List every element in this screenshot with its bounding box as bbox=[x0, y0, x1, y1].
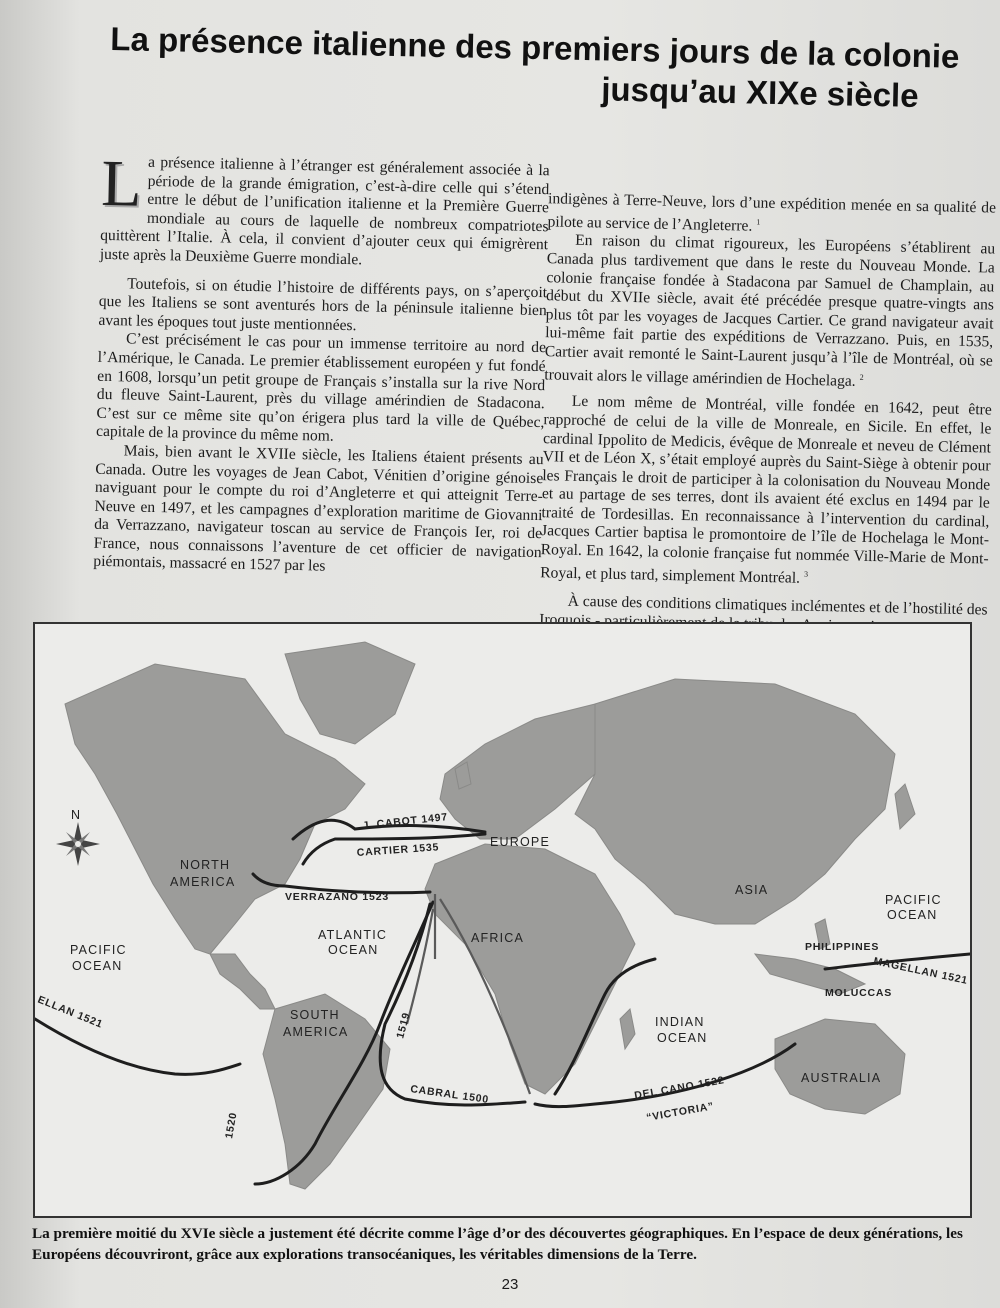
route-label-del-cano: DEL CANO 1522 bbox=[633, 1074, 726, 1102]
right-column bbox=[539, 190, 996, 639]
page-title bbox=[58, 18, 959, 117]
japan-shape bbox=[895, 784, 915, 829]
footnote-ref-3: 3 bbox=[803, 569, 809, 579]
label-philippines: PHILIPPINES bbox=[805, 941, 880, 953]
paragraph-7-text: Le nom même de Montréal, ville fondée en 1642, peut être rapproché de celui de la ville de Monreale, en Sicile. En effet, le cardinal Ippolito de Medicis, évêque de Monreale et neveu de Clément VII et de Léon X, s’était employé auprès du Saint-Siège à obtenir pour les Français le droit de participer à la colonisation du Nouveau Monde et au partage de ses terres, dont ils avaient été exclus en 1494 par le traité de Tordesillas. En reconnaissance à l’intervention du cardinal, Jacques Cartier baptisa le promontoire de l’île de Hochelaga le Mont-Royal. En 1642, la colonie française fut nommée Ville-Marie de Mont-Royal, et plus tard, simplement Montréal. bbox=[540, 393, 992, 587]
label-north-america-1: NORTH bbox=[180, 858, 231, 872]
compass-north-label: N bbox=[71, 808, 82, 822]
title-line-2: jusqu’au XIXe siècle bbox=[600, 70, 919, 114]
label-pacific-left-2: OCEAN bbox=[72, 959, 123, 973]
paragraph-8: À cause des conditions climatiques inclémentes et de l’hostilité des Iroquois - bbox=[539, 593, 988, 630]
route-label-magellan-left: ELLAN 1521 bbox=[35, 993, 105, 1031]
article-body bbox=[52, 146, 997, 654]
route-label-magellan-right: MAGELLAN 1521 bbox=[872, 955, 969, 987]
world-map-svg bbox=[35, 624, 970, 1216]
label-pacific-right-1: PACIFIC bbox=[885, 893, 942, 907]
paragraph-7 bbox=[540, 392, 992, 591]
greenland-shape bbox=[285, 642, 415, 744]
paragraph-4: Mais, bien avant le XVIIe siècle, les Italiens étaient présents au Canada. Outre les voyages de Jean Cabot, Vénitien d’origine génoise naviguant pour le compte du roi d’Angleterre et qui atteignit Terre-Neuve en 1497, et les campagnes d’exploration maritime de Giovanni da Verrazzano, navigateur toscan au service de François Ier, roi de France, nous connaissons l’aventure de cet officier de navigation piémontais, massacré en 1527 par les bbox=[93, 442, 544, 576]
label-pacific-left-1: PACIFIC bbox=[70, 943, 127, 957]
footnote-ref-1: 1 bbox=[756, 217, 761, 227]
route-label-1520: 1520 bbox=[223, 1111, 240, 1140]
central-america-shape bbox=[210, 954, 275, 1009]
compass-rose bbox=[56, 822, 100, 866]
label-europe: EUROPE bbox=[490, 835, 550, 849]
label-asia: ASIA bbox=[735, 883, 769, 897]
paragraph-6-text: En raison du climat rigoureux, les Européens s’établirent au Canada plus tardivement que dans le reste du Nouveau Monde. La colonie française fondée à Stadacona par Samuel de Champlain, au début du XVIIe siècle, avait été précédée presque quatre-vingts ans plus tôt par les voyages de Jacques Cartier. Ce grand navigateur avait lui-même fait partie des expéditions de Verrazzano. Puis, en 1535, Cartier avait remonté le Saint-Laurent jusqu’à l’île de Montréal, où se trouvait alors le village amérindien de Hochelaga. bbox=[544, 232, 996, 390]
title-line-1: La présence italienne des premiers jours de la colonie bbox=[110, 20, 960, 75]
page-number: 23 bbox=[501, 1276, 519, 1293]
label-africa: AFRICA bbox=[471, 931, 525, 945]
magellan-pacific-route bbox=[35, 1019, 240, 1074]
left-column bbox=[93, 146, 550, 581]
africa-shape bbox=[425, 844, 635, 1094]
paragraph-1 bbox=[99, 146, 550, 274]
route-label-verrazzano: VERRAZANO 1523 bbox=[285, 891, 389, 903]
label-australia: AUSTRALIA bbox=[801, 1071, 882, 1085]
route-label-1519: 1519 bbox=[394, 1011, 413, 1040]
paragraph-5-text: indigènes à Terre-Neuve, lors d’une expédition menée en sa qualité de pilote au service de l’Angleterre. bbox=[547, 190, 997, 235]
paragraph-2: Toutefois, si on étudie l’histoire de différents pays, on s’aperçoit que les Italiens se sont aventurés hors de la péninsule italienne bien avant les époques tout juste mentionnées. bbox=[98, 274, 548, 334]
route-label-cabot: J. CABOT 1497 bbox=[362, 811, 449, 832]
label-north-america-2: AMERICA bbox=[170, 875, 236, 889]
label-pacific-right-2: OCEAN bbox=[887, 908, 938, 922]
label-moluccas: MOLUCCAS bbox=[825, 987, 893, 999]
label-south-america-1: SOUTH bbox=[290, 1008, 340, 1022]
exploration-map bbox=[33, 622, 972, 1218]
map-caption: La première moitié du XVIe siècle a justement été décrite comme l’âge d’or des découvertes géographiques. En l’espace de deux générations, les Européens découvriront, grâce aux explorations transocéaniques, les véritables dimensions de la Terre. bbox=[32, 1225, 963, 1263]
label-atlantic-2: OCEAN bbox=[328, 943, 379, 957]
route-label-victoria: “VICTORIA” bbox=[645, 1100, 715, 1124]
label-atlantic-1: ATLANTIC bbox=[318, 928, 388, 942]
footnote-ref-2: 2 bbox=[859, 372, 864, 382]
label-indian-1: INDIAN bbox=[655, 1015, 705, 1029]
paragraph-1-text: a présence italienne à l’étranger est généralement associée à la période de la grande émigration, c’est-à-dire celle qui s’étend entre le début de l’unification italienne et la Première Guerre mondiale au cours de laquelle de nombreux compatriotes quittèrent l’Italie. À cela, il convient d’ajouter ceux qui émigrèrent juste après la Deuxième Guerre mondiale. bbox=[99, 153, 550, 269]
australia-shape bbox=[775, 1019, 905, 1114]
paragraph-3: C’est précisément le cas pour un immense territoire au nord de l’Amérique, le Canada. Le premier établissement européen y fut fondé en 1608, lorsqu’un petit groupe de Français s’installa sur la rive Nord du fleuve Saint-Laurent, près du village amérindien de Stadacona. C’est sur ce même site qu’on érigera plus tard la ville de Québec, capitale de la province du même nom. bbox=[95, 330, 547, 446]
paragraph-6 bbox=[544, 232, 995, 394]
drop-cap: L bbox=[100, 146, 143, 221]
south-america-shape bbox=[263, 994, 390, 1189]
route-label-cartier: CARTIER 1535 bbox=[356, 841, 440, 859]
label-indian-2: OCEAN bbox=[657, 1031, 708, 1045]
label-south-america-2: AMERICA bbox=[283, 1025, 349, 1039]
route-label-cabral: CABRAL 1500 bbox=[409, 1083, 490, 1106]
madagascar-shape bbox=[620, 1009, 635, 1049]
